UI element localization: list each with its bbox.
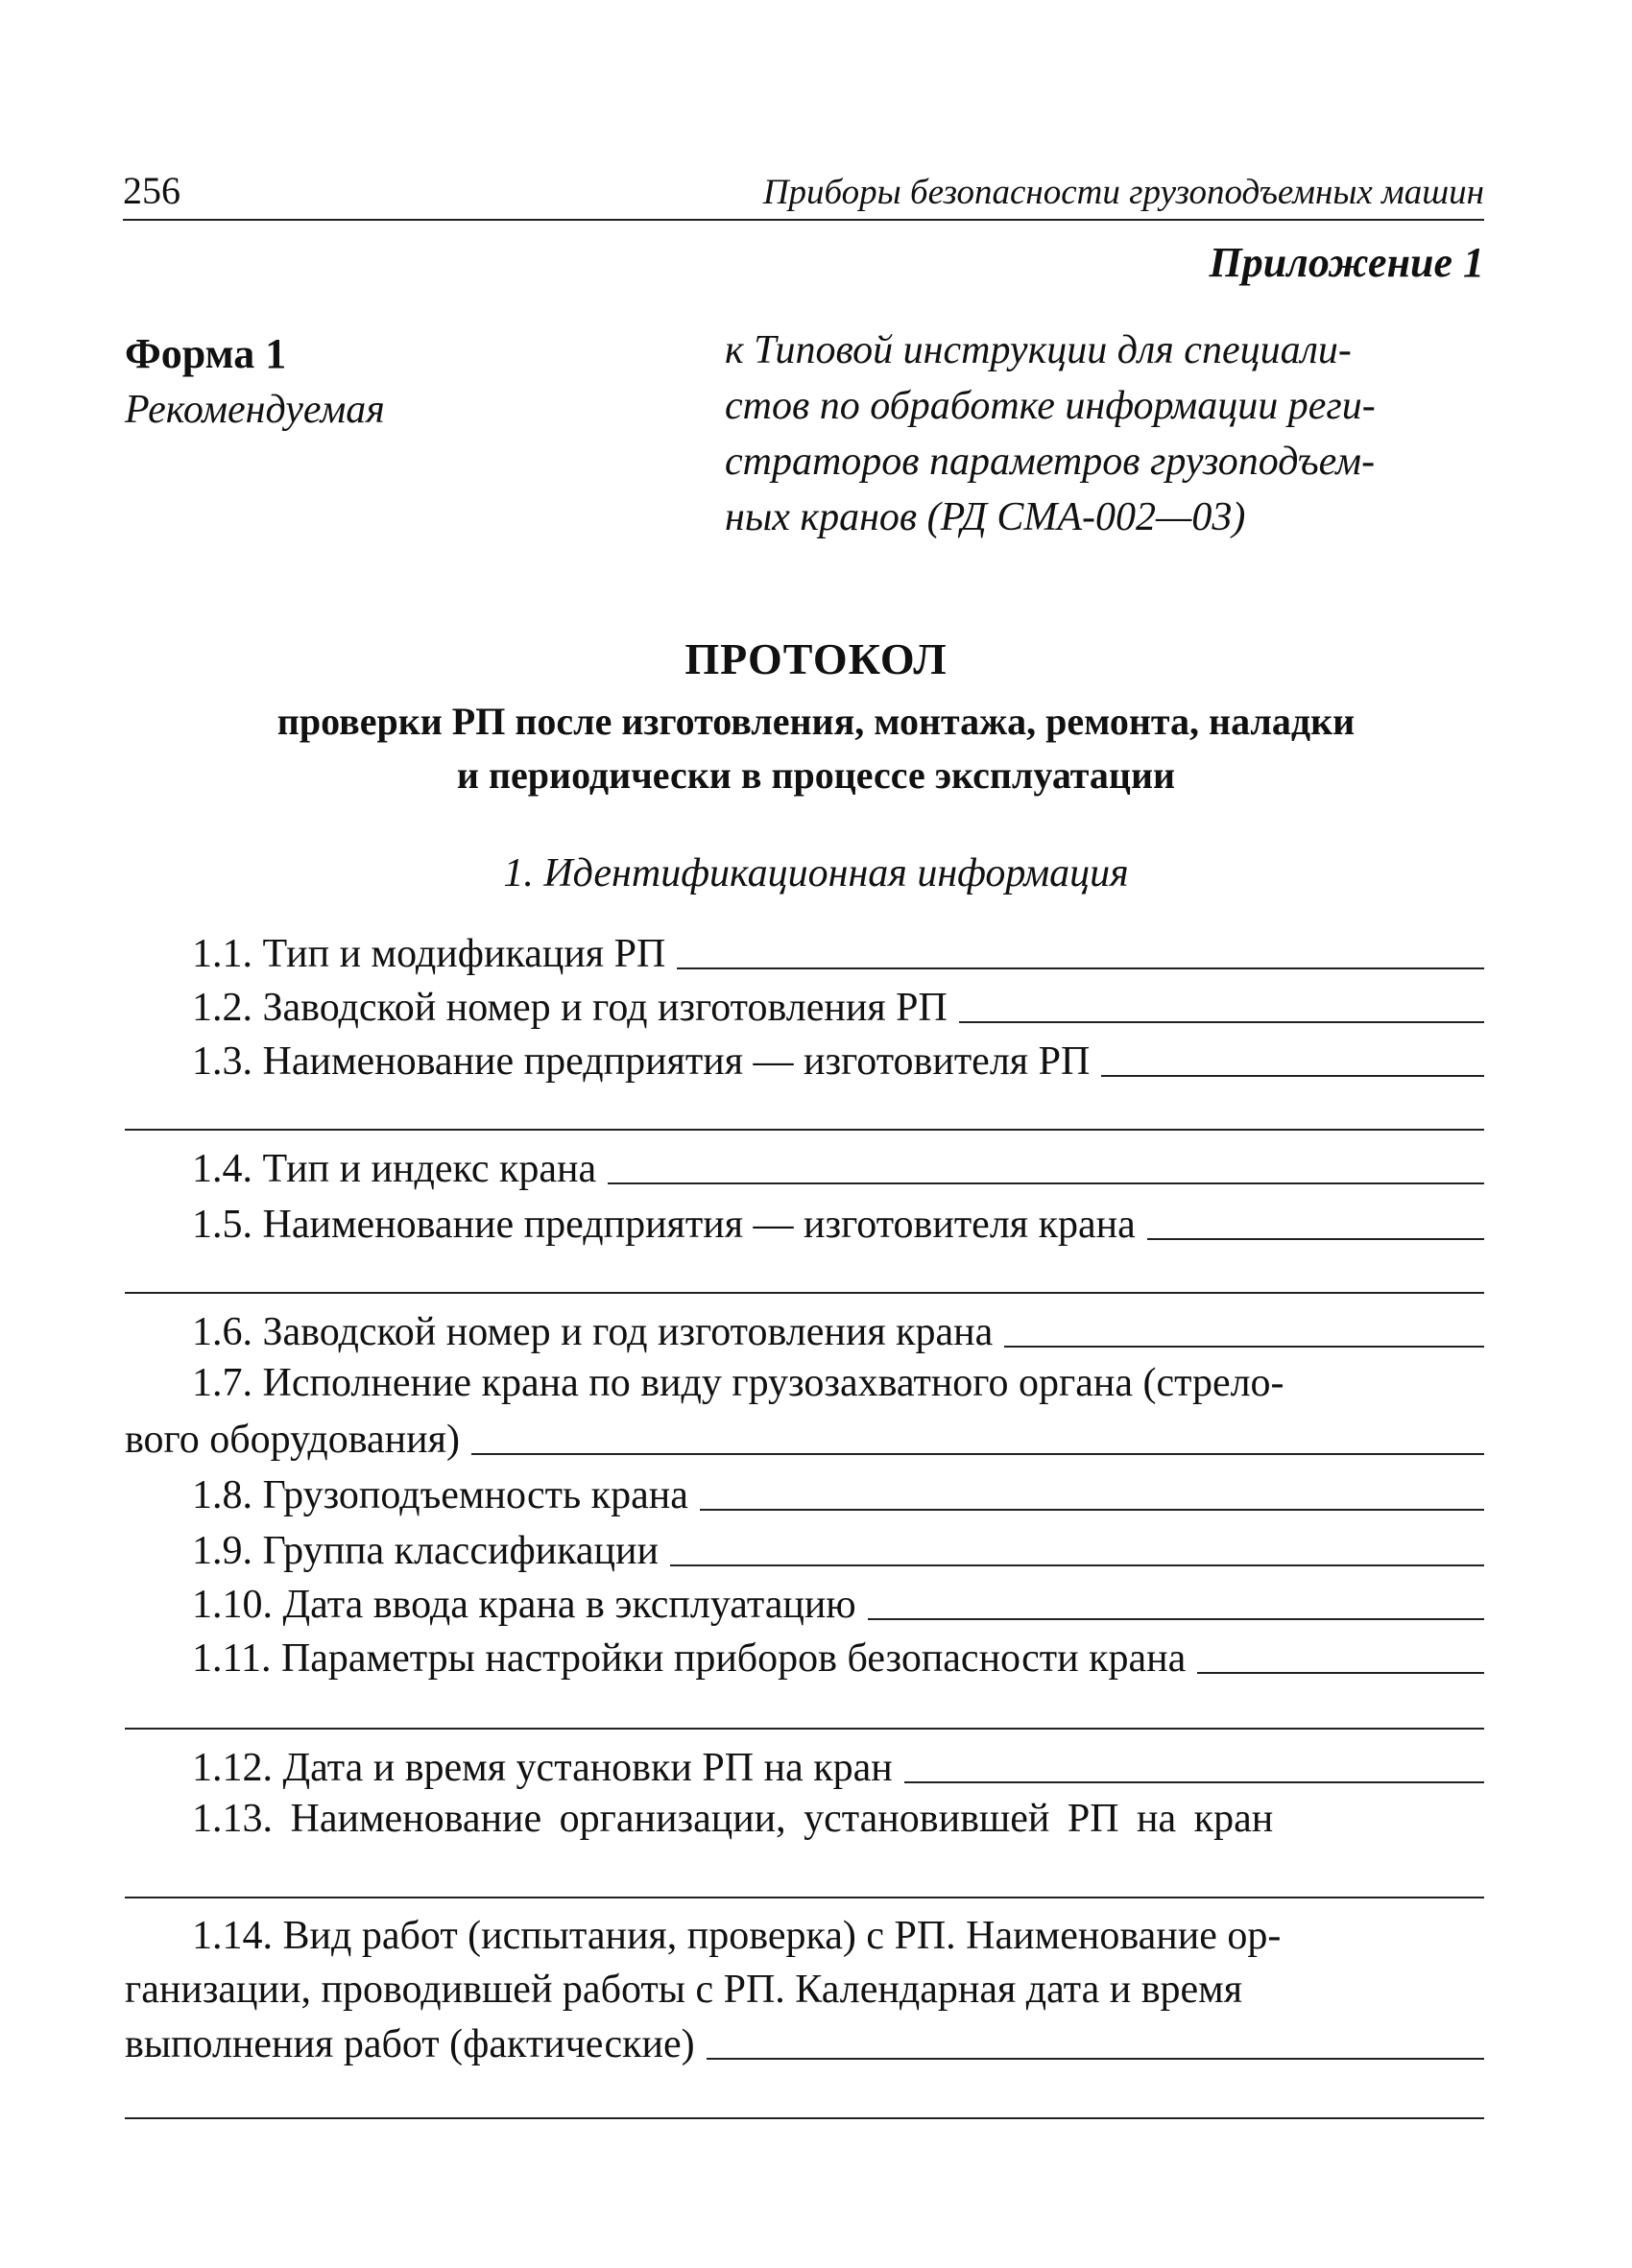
form-field-1-13: 1.13. Наименование организации, установившей РП на кран: [192, 1797, 1274, 1841]
fill-in-line[interactable]: [125, 1728, 1484, 1730]
form-field-1-14-line1: 1.14. Вид работ (испытания, проверка) с РП. Наименование ор-: [192, 1914, 1282, 1958]
fill-in-line[interactable]: [1004, 1346, 1484, 1348]
running-header: [123, 161, 1484, 221]
fill-in-line[interactable]: [1197, 1672, 1484, 1674]
fill-in-line[interactable]: [677, 967, 1484, 969]
appendix-label: Приложение 1: [1209, 239, 1484, 286]
instruction-ref-line: страторов параметров грузоподъем-: [725, 440, 1376, 484]
section-heading: 1. Идентификационная информация: [503, 851, 1129, 895]
form-field-1-14: [125, 2014, 1484, 2067]
protocol-subtitle-line: и периодически в процессе эксплуатации: [456, 753, 1176, 797]
form-field-1-4: [125, 1138, 1484, 1192]
form-field-1-6: [125, 1301, 1484, 1355]
form-field-1-7-line1: 1.7. Исполнение крана по виду грузозахватного органа (стрело-: [192, 1361, 1284, 1405]
fill-in-line[interactable]: [125, 1129, 1484, 1131]
fill-in-line[interactable]: [868, 1618, 1484, 1620]
form-field-1-10: [125, 1574, 1484, 1628]
fill-in-line[interactable]: [125, 2117, 1484, 2119]
field-label: 1.2. Заводской номер и год изготовления РП: [192, 986, 948, 1030]
instruction-reference: [725, 322, 1493, 545]
instruction-ref-line: ных кранов (РД СМА-002—03): [725, 495, 1246, 539]
running-title: Приборы безопасности грузоподъемных машин: [762, 173, 1484, 212]
fill-in-line[interactable]: [125, 1292, 1484, 1294]
fill-in-line[interactable]: [959, 1021, 1484, 1023]
form-field-1-11: [125, 1628, 1484, 1682]
form-field-1-3: [125, 1031, 1484, 1085]
instruction-ref-line: к Типовой инструкции для специали-: [725, 328, 1352, 372]
field-label: 1.6. Заводской номер и год изготовления крана: [192, 1310, 994, 1354]
fill-in-line[interactable]: [670, 1564, 1484, 1566]
form-field-1-9: [125, 1520, 1484, 1574]
field-label: 1.1. Тип и модификация РП: [192, 932, 666, 976]
fill-in-line[interactable]: [1147, 1238, 1484, 1240]
field-label: 1.12. Дата и время установки РП на кран: [192, 1746, 893, 1790]
fill-in-line[interactable]: [608, 1182, 1484, 1184]
form-field-1-1: [125, 923, 1484, 977]
field-label: 1.10. Дата ввода крана в эксплуатацию: [192, 1583, 856, 1627]
protocol-subtitle: [0, 695, 1632, 802]
field-label: выполнения работ (фактические): [125, 2022, 695, 2066]
field-label: 1.4. Тип и индекс крана: [192, 1147, 597, 1191]
form-block: [125, 326, 385, 438]
page-number: 256: [123, 169, 180, 212]
fill-in-line[interactable]: [471, 1453, 1484, 1455]
field-label: 1.9. Группа классификации: [192, 1529, 659, 1573]
form-field-1-7: [125, 1409, 1484, 1463]
field-label: вого оборудования): [125, 1418, 460, 1462]
form-field-1-8: [125, 1465, 1484, 1518]
field-label: 1.11. Параметры настройки приборов безопасности крана: [192, 1636, 1187, 1681]
form-field-1-2: [125, 977, 1484, 1031]
fill-in-line[interactable]: [904, 1781, 1484, 1783]
fill-in-line[interactable]: [1101, 1075, 1484, 1077]
form-field-1-12: [125, 1737, 1484, 1791]
field-label: 1.5. Наименование предприятия — изготовителя крана: [192, 1203, 1136, 1247]
field-label: 1.3. Наименование предприятия — изготовителя РП: [192, 1039, 1091, 1084]
fill-in-line[interactable]: [700, 1509, 1484, 1511]
fill-in-line[interactable]: [125, 1897, 1484, 1898]
form-field-1-5: [125, 1194, 1484, 1248]
form-field-1-14-line2: ганизации, проводившей работы с РП. Календарная дата и время: [125, 1968, 1243, 2012]
field-label: 1.8. Грузоподъемность крана: [192, 1473, 688, 1517]
protocol-subtitle-line: проверки РП после изготовления, монтажа, ремонта, наладки: [276, 700, 1356, 743]
form-title: Форма 1: [125, 330, 287, 377]
form-subtitle: Рекомендуемая: [125, 388, 385, 432]
instruction-ref-line: стов по обработке информации реги-: [725, 384, 1376, 428]
protocol-title: ПРОТОКОЛ: [684, 634, 948, 683]
fill-in-line[interactable]: [707, 2058, 1484, 2060]
